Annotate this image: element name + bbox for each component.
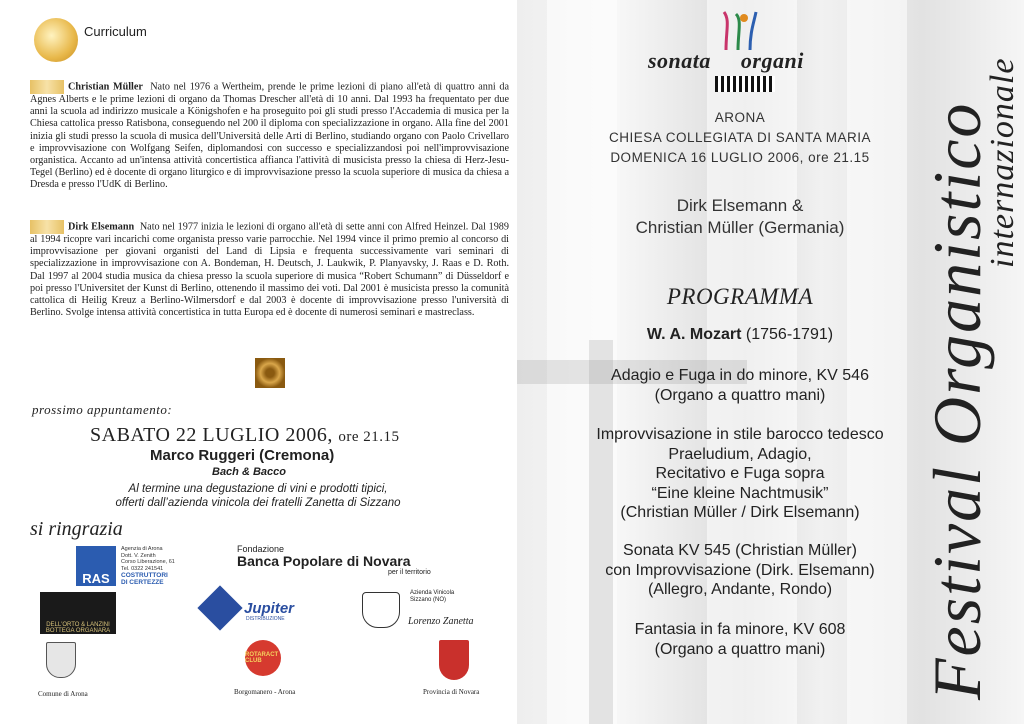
novara-crest-icon (439, 640, 469, 680)
festival-title: Festival Organistico (919, 101, 995, 700)
organ-pipes-icon (30, 220, 64, 234)
composer-name: W. A. Mozart (646, 326, 742, 343)
brand-left: sonata (648, 48, 711, 73)
thanks-heading: si ringrazia (30, 518, 123, 540)
rotaract-caption: Borgomanero - Arona (234, 688, 296, 696)
bio-dirk-elsemann (30, 220, 509, 319)
bio-name: Christian Müller (68, 81, 143, 93)
note-line: Al termine una degustazione di vini e prodotti tipici, (128, 483, 388, 495)
ras-logo: RAS (76, 546, 116, 586)
program-line: con Improvvisazione (Dirk. Elsemann) (605, 561, 875, 579)
program-item-4 (560, 620, 920, 659)
jupiter-logo: Jupiter (244, 600, 295, 617)
program-line: Recitativo e Fuga sopra (655, 465, 825, 482)
rotaract-logo: ROTARACT CLUB (245, 640, 281, 676)
ras-tagline: COSTRUTTORI DI CERTEZZE (121, 572, 168, 586)
next-event-label: prossimo appuntamento: (32, 402, 173, 417)
artists-line-1: Dirk Elsemann & (676, 196, 804, 215)
bio-text: Nato nel 1976 a Wertheim, prende le prime lezioni di piano all'età di quattro anni da Agnes Alberts e le prime lezioni di organo da Thomas Drescher all'età di 10 anni. Dal 1993 ha frequentato per due anni la scuola ad indirizzo musicale a Königshofen e ha proseguito poi gli studi presso l'Accademia di musica per la Chiesa cattolica presso Ratisbona, conseguendo nel 200 il diploma con specializzazione in organo. Alla fine del 2001 inizia gli studi presso la scuola di musica dell'Università delle Arti di Berlino, studiando organo con Paolo Crivellaro e improvvisazione con Wolfgang Seifen, diplomandosi con successo e specializzandosi poi nell'improvvisazione organistica. Accanto ad un'intensa attività concertistica affianca l'attività di musicista presso la chiesa di Herz-Jesu-Tegel (Berlino) ed è docente di organo liturgico e di improvvisazione presso la scuola superiore di musica da chiesa a Dresda e presso l'UdK di Berlino. (30, 81, 509, 191)
zanetta-crest-icon (362, 592, 400, 628)
program-line: Improvvisazione in stile barocco tedesco (596, 426, 884, 443)
composer (580, 326, 900, 344)
next-event-note (86, 482, 430, 510)
program-line: Adagio e Fuga in do minore, KV 546 (611, 367, 869, 384)
venue-church: CHIESA COLLEGIATA DI SANTA MARIA (608, 130, 872, 145)
zanetta-name: Lorenzo Zanetta (408, 616, 474, 627)
next-event-date (90, 424, 400, 447)
program-line: “Eine kleine Nachtmusik” (651, 484, 829, 502)
shell-logo-icon (34, 18, 78, 62)
brand-right: organi (740, 48, 804, 73)
jupiter-diamond-icon (197, 585, 242, 630)
arona-caption: Comune di Arona (38, 690, 88, 698)
program-line: Fantasia in fa minore, KV 608 (634, 621, 846, 638)
bpn-sub: per il territorio (388, 569, 431, 576)
venue-city: ARONA (714, 110, 766, 125)
program-item-1 (560, 366, 920, 405)
note-line: offerti dall’azienda vinicola dei fratelli Zanetta di Sizzano (115, 497, 401, 509)
next-event-time: ore 21.15 (338, 429, 400, 445)
bpn-foundation: Fondazione (237, 544, 285, 554)
festival-subtitle: internazionale (984, 57, 1021, 268)
venue-date: DOMENICA 16 LUGLIO 2006, ore 21.15 (610, 150, 870, 165)
bio-name: Dirk Elsemann (68, 221, 135, 233)
composer-years: (1756-1791) (745, 326, 834, 343)
organ-pipes-icon (30, 80, 64, 94)
bio-text: Nato nel 1977 inizia le lezioni di organo all'età di sette anni con Alfred Heinzel. Dal 1989 al 1994 ricopre vari incarichi come organista presso varie parrocchie. Nel 1994 vince il primo premio al concorso di improvvisazione per giovani organisti del Land di Lipsia e frequenta successivamente vari seminari di specializzazione in improvvisazione con A. Bondeman, H. Deutsch, J. Laukwik, P. Planyavsky, J. Raas e D. Roth. Dal 1997 al 2004 studia musica da chiesa presso la scuola superiore di musica “Robert Schumann” di Düsseldorf e poi presso l'Universitet der Kunst di Berlino, ottenendo il massimo dei voti. Dal 2001 è musicista presso la comunità cattolica di Heilig Kreuz a Berlino-Wilmersdorf e dal 2003 è docente di improvvisazione presso l'università di Berlino. Svolge intensa attività concertistica in tutta Europa ed è docente di numerosi seminari e mastreclass. (30, 221, 509, 319)
program-line: Sonata KV 545 (Christian Müller) (623, 542, 857, 559)
novara-caption: Provincia di Novara (423, 688, 480, 696)
curriculum-title: Curriculum (84, 24, 147, 39)
ornament-icon (255, 358, 285, 388)
bpn-name: Banca Popolare di Novara (237, 553, 411, 569)
program-line: (Allegro, Andante, Rondo) (647, 581, 833, 598)
program-line: (Organo a quattro mani) (654, 386, 826, 404)
piano-keys-icon (715, 76, 775, 92)
brand-logo (648, 48, 804, 74)
program-item-2 (560, 425, 920, 523)
next-event-performer: Marco Ruggeri (Cremona) (150, 447, 335, 464)
next-event-day: SABATO 22 LUGLIO 2006, (90, 424, 333, 446)
arona-crest-icon (46, 642, 76, 678)
artists-line-2: Christian Müller (Germania) (635, 218, 845, 237)
program-line: Praeludium, Adagio, (668, 445, 812, 463)
ras-info (121, 546, 175, 586)
next-event-program: Bach & Bacco (212, 466, 286, 478)
program-line: (Organo a quattro mani) (654, 640, 826, 658)
zanetta-info: Azienda Vinicola Sizzano (NO) (410, 590, 455, 603)
bg-pipe (847, 0, 907, 724)
jupiter-sub: DISTRIBUZIONE (246, 616, 285, 622)
ras-agency: Agenzia di Arona Dott. V. Zenith Corso Liberazione, 61 Tel. 0322 241541 (121, 546, 175, 572)
programma-title: PROGRAMMA (666, 284, 814, 309)
bio-christian-muller (30, 80, 509, 192)
music-notes-logo-icon (720, 10, 760, 52)
program-item-3 (560, 541, 920, 600)
program-line: (Christian Müller / Dirk Elsemann) (620, 504, 860, 521)
dellorto-logo: DELL'ORTO & LANZINI BOTTEGA ORGANARA (40, 592, 116, 634)
